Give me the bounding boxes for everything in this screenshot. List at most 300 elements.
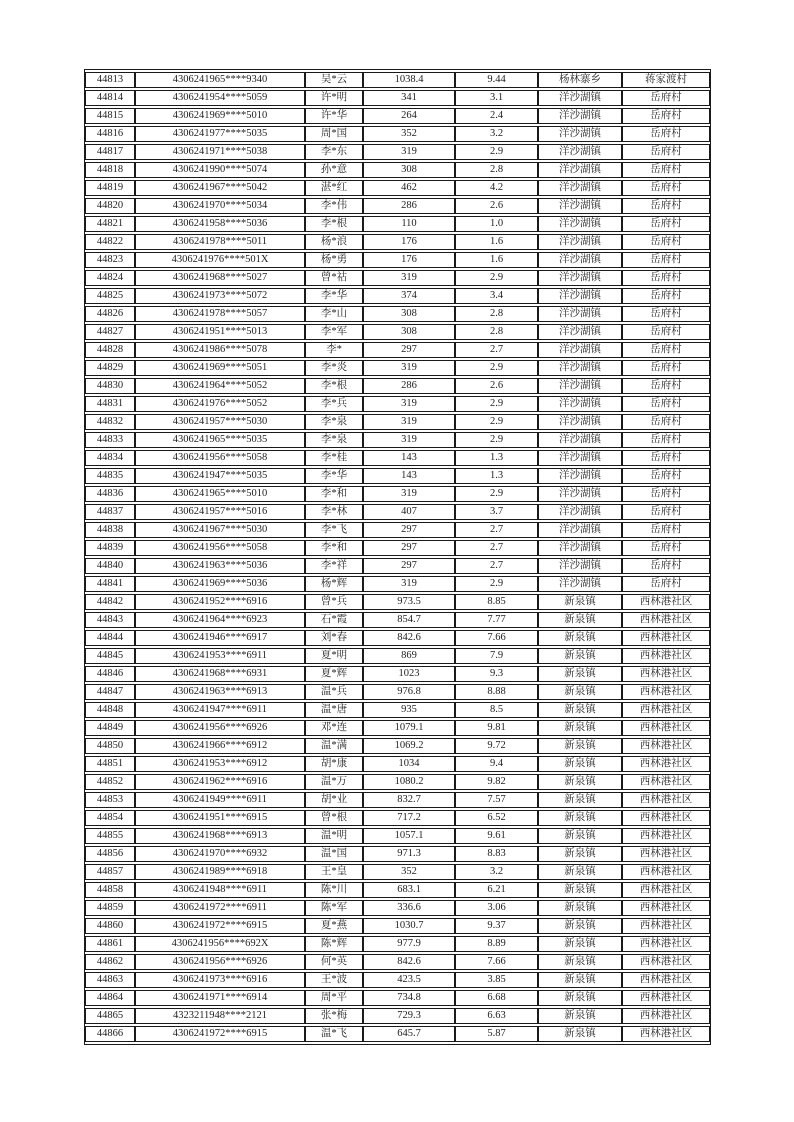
cell-rate: 3.85: [455, 972, 538, 988]
table-row: [85, 810, 710, 826]
cell-id-masked: 4306241964****5052: [135, 378, 305, 394]
cell-village: 西林港社区: [622, 900, 710, 916]
cell-seq: 44832: [85, 414, 135, 430]
cell-name: 温*明: [305, 828, 363, 844]
cell-id-masked: 4306241956****5058: [135, 540, 305, 556]
cell-town: 新泉镇: [538, 1008, 622, 1024]
cell-seq: 44840: [85, 558, 135, 574]
cell-id-masked: 4306241989****6918: [135, 864, 305, 880]
cell-name: 孙*意: [305, 162, 363, 178]
cell-village: 岳府村: [622, 90, 710, 106]
table-row: [85, 828, 710, 844]
table-row: [85, 504, 710, 520]
cell-name: 李*林: [305, 504, 363, 520]
cell-id-masked: 4306241957****5016: [135, 504, 305, 520]
cell-rate: 1.3: [455, 450, 538, 466]
cell-village: 岳府村: [622, 252, 710, 268]
cell-name: 李*泉: [305, 432, 363, 448]
cell-amount: 832.7: [363, 792, 455, 808]
cell-amount: 462: [363, 180, 455, 196]
cell-id-masked: 4306241970****5034: [135, 198, 305, 214]
cell-town: 新泉镇: [538, 954, 622, 970]
cell-id-masked: 4306241967****5042: [135, 180, 305, 196]
cell-amount: 319: [363, 414, 455, 430]
cell-town: 洋沙湖镇: [538, 144, 622, 160]
cell-name: 杨*辉: [305, 576, 363, 592]
cell-town: 洋沙湖镇: [538, 162, 622, 178]
cell-name: 李*炎: [305, 360, 363, 376]
cell-name: 刘*春: [305, 630, 363, 646]
cell-amount: 308: [363, 324, 455, 340]
cell-id-masked: 4306241976****501X: [135, 252, 305, 268]
cell-amount: 1034: [363, 756, 455, 772]
data-table: [84, 69, 711, 1045]
cell-village: 西林港社区: [622, 828, 710, 844]
cell-id-masked: 4306241971****5038: [135, 144, 305, 160]
cell-amount: 143: [363, 468, 455, 484]
cell-seq: 44824: [85, 270, 135, 286]
cell-village: 岳府村: [622, 198, 710, 214]
cell-id-masked: 4306241969****5010: [135, 108, 305, 124]
cell-seq: 44853: [85, 792, 135, 808]
table-row: [85, 126, 710, 142]
cell-seq: 44835: [85, 468, 135, 484]
cell-amount: 319: [363, 270, 455, 286]
cell-rate: 8.83: [455, 846, 538, 862]
cell-name: 杨*勇: [305, 252, 363, 268]
cell-seq: 44846: [85, 666, 135, 682]
cell-id-masked: 4306241965****9340: [135, 72, 305, 88]
cell-amount: 423.5: [363, 972, 455, 988]
cell-seq: 44823: [85, 252, 135, 268]
cell-amount: 977.9: [363, 936, 455, 952]
cell-town: 洋沙湖镇: [538, 486, 622, 502]
cell-name: 温*满: [305, 738, 363, 754]
cell-town: 洋沙湖镇: [538, 378, 622, 394]
cell-amount: 143: [363, 450, 455, 466]
cell-amount: 286: [363, 198, 455, 214]
cell-seq: 44813: [85, 72, 135, 88]
cell-village: 岳府村: [622, 234, 710, 250]
cell-amount: 869: [363, 648, 455, 664]
cell-name: 许*华: [305, 108, 363, 124]
cell-seq: 44839: [85, 540, 135, 556]
table-row: [85, 270, 710, 286]
cell-rate: 7.9: [455, 648, 538, 664]
cell-village: 西林港社区: [622, 792, 710, 808]
cell-town: 杨林寨乡: [538, 72, 622, 88]
cell-seq: 44821: [85, 216, 135, 232]
cell-amount: 336.6: [363, 900, 455, 916]
cell-rate: 2.7: [455, 342, 538, 358]
cell-town: 洋沙湖镇: [538, 198, 622, 214]
cell-rate: 2.4: [455, 108, 538, 124]
cell-village: 岳府村: [622, 450, 710, 466]
table-row: [85, 972, 710, 988]
cell-town: 洋沙湖镇: [538, 306, 622, 322]
table-row: [85, 468, 710, 484]
cell-village: 西林港社区: [622, 648, 710, 664]
cell-id-masked: 4306241964****6923: [135, 612, 305, 628]
cell-amount: 319: [363, 432, 455, 448]
cell-rate: 6.21: [455, 882, 538, 898]
cell-seq: 44828: [85, 342, 135, 358]
cell-id-masked: 4306241948****6911: [135, 882, 305, 898]
cell-amount: 352: [363, 126, 455, 142]
cell-name: 夏*辉: [305, 666, 363, 682]
cell-village: 西林港社区: [622, 612, 710, 628]
cell-seq: 44830: [85, 378, 135, 394]
cell-name: 陈*军: [305, 900, 363, 916]
cell-town: 新泉镇: [538, 684, 622, 700]
cell-rate: 2.7: [455, 558, 538, 574]
cell-town: 洋沙湖镇: [538, 270, 622, 286]
cell-name: 何*英: [305, 954, 363, 970]
cell-id-masked: 4306241990****5074: [135, 162, 305, 178]
cell-name: 胡*康: [305, 756, 363, 772]
cell-seq: 44843: [85, 612, 135, 628]
cell-village: 岳府村: [622, 486, 710, 502]
cell-id-masked: 4306241949****6911: [135, 792, 305, 808]
cell-name: 温*唐: [305, 702, 363, 718]
cell-rate: 1.3: [455, 468, 538, 484]
table-row: [85, 522, 710, 538]
table-row: [85, 414, 710, 430]
cell-town: 洋沙湖镇: [538, 126, 622, 142]
cell-town: 新泉镇: [538, 666, 622, 682]
cell-name: 李*桂: [305, 450, 363, 466]
cell-amount: 319: [363, 486, 455, 502]
cell-town: 洋沙湖镇: [538, 414, 622, 430]
cell-town: 新泉镇: [538, 846, 622, 862]
cell-village: 岳府村: [622, 216, 710, 232]
cell-id-masked: 4306241956****5058: [135, 450, 305, 466]
table-row: [85, 198, 710, 214]
table-body: [85, 72, 710, 1042]
cell-village: 西林港社区: [622, 594, 710, 610]
cell-rate: 9.72: [455, 738, 538, 754]
cell-rate: 7.77: [455, 612, 538, 628]
cell-rate: 8.89: [455, 936, 538, 952]
cell-seq: 44858: [85, 882, 135, 898]
cell-id-masked: 4306241953****6912: [135, 756, 305, 772]
cell-id-masked: 4306241956****6926: [135, 720, 305, 736]
cell-seq: 44829: [85, 360, 135, 376]
cell-village: 岳府村: [622, 360, 710, 376]
cell-town: 新泉镇: [538, 918, 622, 934]
cell-id-masked: 4306241962****6916: [135, 774, 305, 790]
cell-village: 岳府村: [622, 378, 710, 394]
table-row: [85, 396, 710, 412]
cell-rate: 2.9: [455, 432, 538, 448]
table-row: [85, 684, 710, 700]
cell-amount: 842.6: [363, 630, 455, 646]
table-row: [85, 846, 710, 862]
cell-town: 洋沙湖镇: [538, 216, 622, 232]
cell-id-masked: 4306241968****5027: [135, 270, 305, 286]
cell-seq: 44861: [85, 936, 135, 952]
cell-town: 洋沙湖镇: [538, 468, 622, 484]
cell-village: 西林港社区: [622, 738, 710, 754]
cell-name: 李*东: [305, 144, 363, 160]
cell-rate: 9.37: [455, 918, 538, 934]
cell-rate: 2.8: [455, 162, 538, 178]
cell-id-masked: 4306241969****5051: [135, 360, 305, 376]
cell-rate: 1.6: [455, 252, 538, 268]
cell-town: 洋沙湖镇: [538, 522, 622, 538]
cell-name: 胡*业: [305, 792, 363, 808]
cell-village: 岳府村: [622, 324, 710, 340]
cell-seq: 44819: [85, 180, 135, 196]
cell-rate: 7.57: [455, 792, 538, 808]
cell-amount: 407: [363, 504, 455, 520]
cell-id-masked: 4306241963****5036: [135, 558, 305, 574]
cell-id-masked: 4306241967****5030: [135, 522, 305, 538]
cell-amount: 971.3: [363, 846, 455, 862]
cell-amount: 297: [363, 558, 455, 574]
cell-rate: 2.9: [455, 414, 538, 430]
table-row: [85, 324, 710, 340]
cell-town: 洋沙湖镇: [538, 288, 622, 304]
cell-seq: 44848: [85, 702, 135, 718]
cell-town: 洋沙湖镇: [538, 504, 622, 520]
table-row: [85, 252, 710, 268]
table-row: [85, 216, 710, 232]
cell-town: 洋沙湖镇: [538, 342, 622, 358]
cell-id-masked: 4306241968****6913: [135, 828, 305, 844]
cell-seq: 44863: [85, 972, 135, 988]
cell-rate: 2.9: [455, 486, 538, 502]
table-row: [85, 180, 710, 196]
cell-id-masked: 4306241954****5059: [135, 90, 305, 106]
cell-id-masked: 4306241978****5057: [135, 306, 305, 322]
table-row: [85, 432, 710, 448]
cell-id-masked: 4306241986****5078: [135, 342, 305, 358]
table-row: [85, 900, 710, 916]
cell-name: 周*平: [305, 990, 363, 1006]
cell-amount: 1069.2: [363, 738, 455, 754]
cell-name: 曾*祜: [305, 270, 363, 286]
cell-town: 新泉镇: [538, 810, 622, 826]
cell-town: 洋沙湖镇: [538, 540, 622, 556]
table-row: [85, 720, 710, 736]
cell-village: 西林港社区: [622, 882, 710, 898]
cell-town: 新泉镇: [538, 702, 622, 718]
cell-amount: 374: [363, 288, 455, 304]
cell-town: 新泉镇: [538, 1026, 622, 1042]
cell-id-masked: 4306241966****6912: [135, 738, 305, 754]
cell-rate: 2.8: [455, 324, 538, 340]
cell-rate: 8.85: [455, 594, 538, 610]
cell-rate: 4.2: [455, 180, 538, 196]
table-row: [85, 774, 710, 790]
cell-rate: 2.6: [455, 198, 538, 214]
cell-id-masked: 4306241947****6911: [135, 702, 305, 718]
cell-id-masked: 4306241970****6932: [135, 846, 305, 862]
cell-village: 岳府村: [622, 144, 710, 160]
cell-rate: 1.6: [455, 234, 538, 250]
cell-village: 西林港社区: [622, 756, 710, 772]
cell-town: 新泉镇: [538, 936, 622, 952]
table-row: [85, 882, 710, 898]
cell-town: 洋沙湖镇: [538, 432, 622, 448]
cell-village: 岳府村: [622, 270, 710, 286]
cell-village: 岳府村: [622, 522, 710, 538]
cell-seq: 44864: [85, 990, 135, 1006]
cell-town: 新泉镇: [538, 792, 622, 808]
cell-village: 西林港社区: [622, 864, 710, 880]
cell-amount: 1057.1: [363, 828, 455, 844]
cell-rate: 3.2: [455, 126, 538, 142]
cell-town: 新泉镇: [538, 774, 622, 790]
table-row: [85, 756, 710, 772]
cell-id-masked: 4306241957****5030: [135, 414, 305, 430]
cell-town: 新泉镇: [538, 756, 622, 772]
cell-amount: 1080.2: [363, 774, 455, 790]
cell-town: 新泉镇: [538, 648, 622, 664]
cell-amount: 1023: [363, 666, 455, 682]
cell-id-masked: 4306241958****5036: [135, 216, 305, 232]
cell-town: 新泉镇: [538, 612, 622, 628]
cell-village: 西林港社区: [622, 720, 710, 736]
cell-id-masked: 4306241973****6916: [135, 972, 305, 988]
cell-name: 温*兵: [305, 684, 363, 700]
cell-village: 西林港社区: [622, 810, 710, 826]
cell-town: 新泉镇: [538, 738, 622, 754]
cell-seq: 44838: [85, 522, 135, 538]
cell-village: 岳府村: [622, 432, 710, 448]
table-row: [85, 234, 710, 250]
cell-seq: 44851: [85, 756, 135, 772]
cell-village: 岳府村: [622, 396, 710, 412]
cell-seq: 44826: [85, 306, 135, 322]
cell-village: 西林港社区: [622, 918, 710, 934]
cell-village: 岳府村: [622, 504, 710, 520]
table-row: [85, 990, 710, 1006]
cell-seq: 44849: [85, 720, 135, 736]
cell-rate: 9.3: [455, 666, 538, 682]
cell-name: 陈*川: [305, 882, 363, 898]
cell-name: 曾*兵: [305, 594, 363, 610]
cell-seq: 44855: [85, 828, 135, 844]
table-row: [85, 108, 710, 124]
cell-village: 岳府村: [622, 468, 710, 484]
cell-rate: 2.9: [455, 270, 538, 286]
cell-town: 洋沙湖镇: [538, 396, 622, 412]
cell-id-masked: 4306241968****6931: [135, 666, 305, 682]
cell-town: 洋沙湖镇: [538, 576, 622, 592]
cell-seq: 44834: [85, 450, 135, 466]
cell-id-masked: 4306241951****5013: [135, 324, 305, 340]
cell-village: 岳府村: [622, 126, 710, 142]
cell-seq: 44814: [85, 90, 135, 106]
cell-town: 新泉镇: [538, 990, 622, 1006]
cell-town: 新泉镇: [538, 864, 622, 880]
cell-id-masked: 4323211948****2121: [135, 1008, 305, 1024]
cell-village: 西林港社区: [622, 684, 710, 700]
cell-name: 石*霞: [305, 612, 363, 628]
cell-town: 洋沙湖镇: [538, 558, 622, 574]
cell-amount: 842.6: [363, 954, 455, 970]
cell-name: 杨*浪: [305, 234, 363, 250]
cell-seq: 44847: [85, 684, 135, 700]
cell-id-masked: 4306241963****6913: [135, 684, 305, 700]
cell-name: 温*万: [305, 774, 363, 790]
cell-amount: 352: [363, 864, 455, 880]
cell-amount: 308: [363, 162, 455, 178]
cell-rate: 2.9: [455, 144, 538, 160]
cell-rate: 3.1: [455, 90, 538, 106]
cell-seq: 44857: [85, 864, 135, 880]
cell-amount: 1079.1: [363, 720, 455, 736]
cell-amount: 110: [363, 216, 455, 232]
cell-seq: 44860: [85, 918, 135, 934]
cell-town: 洋沙湖镇: [538, 450, 622, 466]
cell-id-masked: 4306241972****6911: [135, 900, 305, 916]
table-row: [85, 630, 710, 646]
cell-seq: 44816: [85, 126, 135, 142]
cell-id-masked: 4306241971****6914: [135, 990, 305, 1006]
cell-town: 新泉镇: [538, 594, 622, 610]
cell-town: 洋沙湖镇: [538, 360, 622, 376]
cell-name: 温*国: [305, 846, 363, 862]
cell-amount: 286: [363, 378, 455, 394]
cell-name: 李*和: [305, 540, 363, 556]
cell-village: 岳府村: [622, 576, 710, 592]
cell-name: 邓*连: [305, 720, 363, 736]
cell-amount: 729.3: [363, 1008, 455, 1024]
cell-seq: 44822: [85, 234, 135, 250]
cell-id-masked: 4306241953****6911: [135, 648, 305, 664]
cell-name: 张*梅: [305, 1008, 363, 1024]
cell-name: 湛*红: [305, 180, 363, 196]
cell-amount: 717.2: [363, 810, 455, 826]
cell-rate: 2.9: [455, 360, 538, 376]
table-row: [85, 702, 710, 718]
cell-village: 岳府村: [622, 306, 710, 322]
cell-town: 洋沙湖镇: [538, 252, 622, 268]
cell-amount: 935: [363, 702, 455, 718]
cell-id-masked: 4306241973****5072: [135, 288, 305, 304]
cell-rate: 2.9: [455, 396, 538, 412]
cell-name: 李*祥: [305, 558, 363, 574]
cell-village: 西林港社区: [622, 936, 710, 952]
cell-town: 洋沙湖镇: [538, 234, 622, 250]
cell-id-masked: 4306241947****5035: [135, 468, 305, 484]
cell-seq: 44842: [85, 594, 135, 610]
table-row: [85, 162, 710, 178]
cell-name: 夏*燕: [305, 918, 363, 934]
cell-id-masked: 4306241946****6917: [135, 630, 305, 646]
cell-seq: 44859: [85, 900, 135, 916]
cell-seq: 44845: [85, 648, 135, 664]
cell-rate: 2.6: [455, 378, 538, 394]
table-row: [85, 666, 710, 682]
cell-village: 西林港社区: [622, 1026, 710, 1042]
cell-id-masked: 4306241972****6915: [135, 918, 305, 934]
cell-village: 岳府村: [622, 558, 710, 574]
cell-seq: 44827: [85, 324, 135, 340]
cell-village: 岳府村: [622, 180, 710, 196]
cell-amount: 176: [363, 234, 455, 250]
cell-seq: 44815: [85, 108, 135, 124]
table-row: [85, 936, 710, 952]
cell-village: 岳府村: [622, 414, 710, 430]
table-row: [85, 648, 710, 664]
cell-seq: 44831: [85, 396, 135, 412]
cell-id-masked: 4306241956****692X: [135, 936, 305, 952]
cell-seq: 44837: [85, 504, 135, 520]
